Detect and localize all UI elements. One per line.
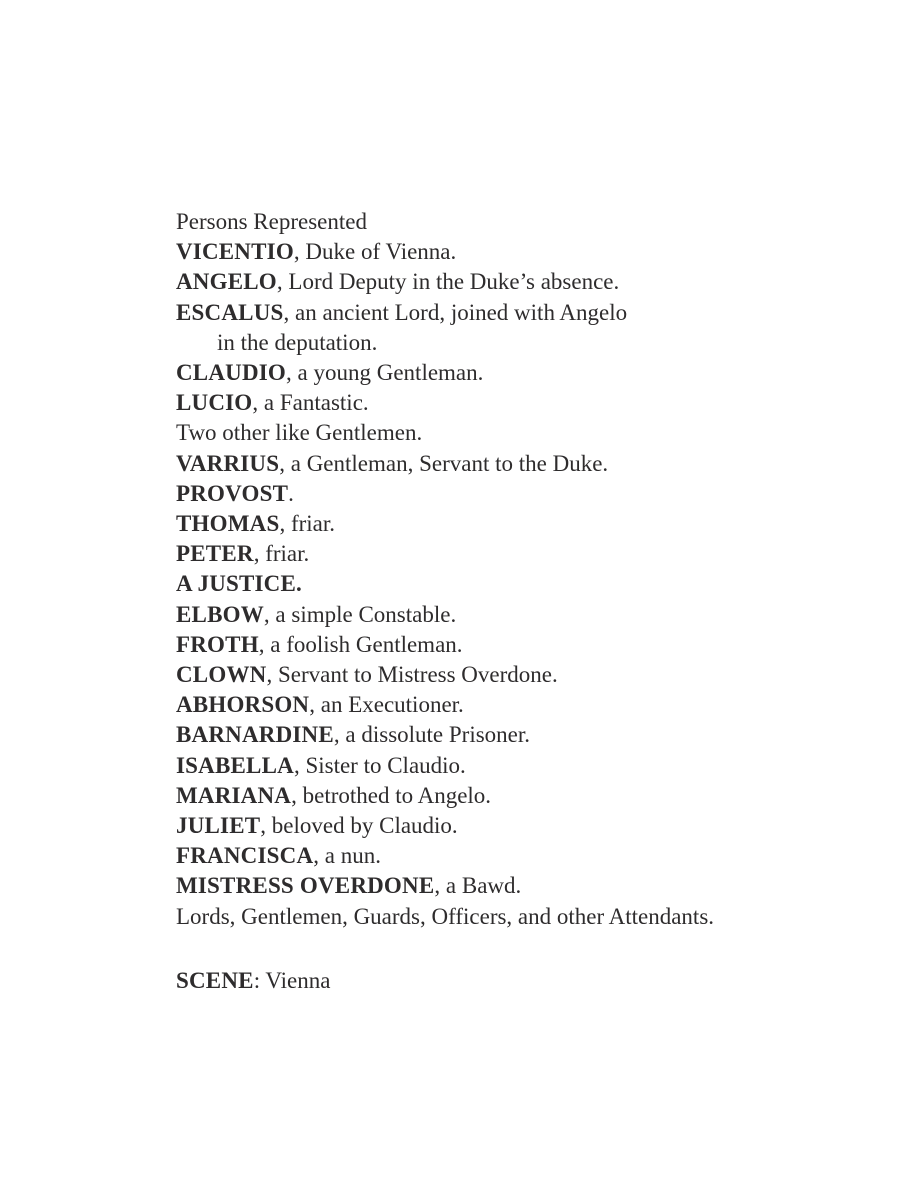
character-description: , Duke of Vienna. [293,239,457,265]
character-description: Two other like Gentlemen. [176,420,423,446]
scene-label: SCENE [176,967,254,993]
character-description: , a young Gentleman. [286,360,484,386]
character-description: Persons Represented [176,209,367,234]
cast-line [176,479,816,509]
cast-line [176,811,816,841]
character-description: in the deputation. [217,329,378,355]
character-name: FRANCISCA [176,843,314,869]
character-name: PETER [176,541,254,567]
persons-represented-list [176,207,816,996]
cast-line [176,298,816,328]
character-name: CLAUDIO [176,360,287,386]
character-name: VICENTIO [176,239,294,265]
character-name: BARNARDINE [176,722,334,748]
character-name: A JUSTICE. [176,571,302,597]
character-description: , a Fantastic. [252,390,369,416]
cast-line [176,449,816,479]
cast-line [176,751,816,781]
character-name: FROTH [176,631,259,657]
cast-line [176,600,816,630]
character-description: , an Executioner. [309,692,464,718]
character-description: . [288,480,294,506]
cast-line [176,871,816,901]
character-name: CLOWN [176,662,267,688]
cast-line [176,569,816,599]
character-description: , Lord Deputy in the Duke’s absence. [276,269,620,295]
character-name: ANGELO [176,269,277,295]
character-description: , a nun. [313,843,381,869]
character-name: PROVOST [176,480,289,506]
character-name: MISTRESS OVERDONE [176,873,435,899]
character-name: MARIANA [176,782,292,808]
character-name: ABHORSON [176,692,310,718]
character-name: JULIET [176,813,261,839]
character-name: LUCIO [176,390,253,416]
character-description: , beloved by Claudio. [260,813,458,839]
cast-line [176,781,816,811]
scene-line [176,966,816,996]
character-description: , Servant to Mistress Overdone. [266,662,558,688]
cast-line [176,358,816,388]
character-name: ISABELLA [176,752,294,778]
character-description: , friar. [279,511,335,537]
scene-location: : Vienna [253,967,331,993]
character-name: ESCALUS [176,299,284,325]
cast-line [176,418,816,448]
cast-line [176,902,816,932]
cast-line [176,539,816,569]
character-description: , a simple Constable. [263,601,457,627]
cast-line [176,388,816,418]
cast-line [176,841,816,871]
cast-line [176,660,816,690]
character-name: VARRIUS [176,450,280,476]
character-description: , a Bawd. [434,873,522,899]
character-description: , an ancient Lord, joined with Angelo [283,299,628,325]
character-name: THOMAS [176,511,280,537]
cast-line [176,509,816,539]
character-name: ELBOW [176,601,264,627]
cast-line [176,207,816,237]
character-description: , friar. [253,541,310,567]
character-description: Lords, Gentlemen, Guards, Officers, and other Attendants. [176,903,715,929]
cast-lines [176,207,816,932]
cast-line [176,720,816,750]
cast-line [176,630,816,660]
cast-line [176,690,816,720]
character-description: , betrothed to Angelo. [291,782,492,808]
cast-line [176,237,816,267]
character-description: , a foolish Gentleman. [258,631,463,657]
character-description: , a dissolute Prisoner. [333,722,531,748]
cast-line [176,267,816,297]
character-description: , Sister to Claudio. [293,752,466,778]
character-description: , a Gentleman, Servant to the Duke. [279,450,609,476]
cast-line [176,328,816,358]
